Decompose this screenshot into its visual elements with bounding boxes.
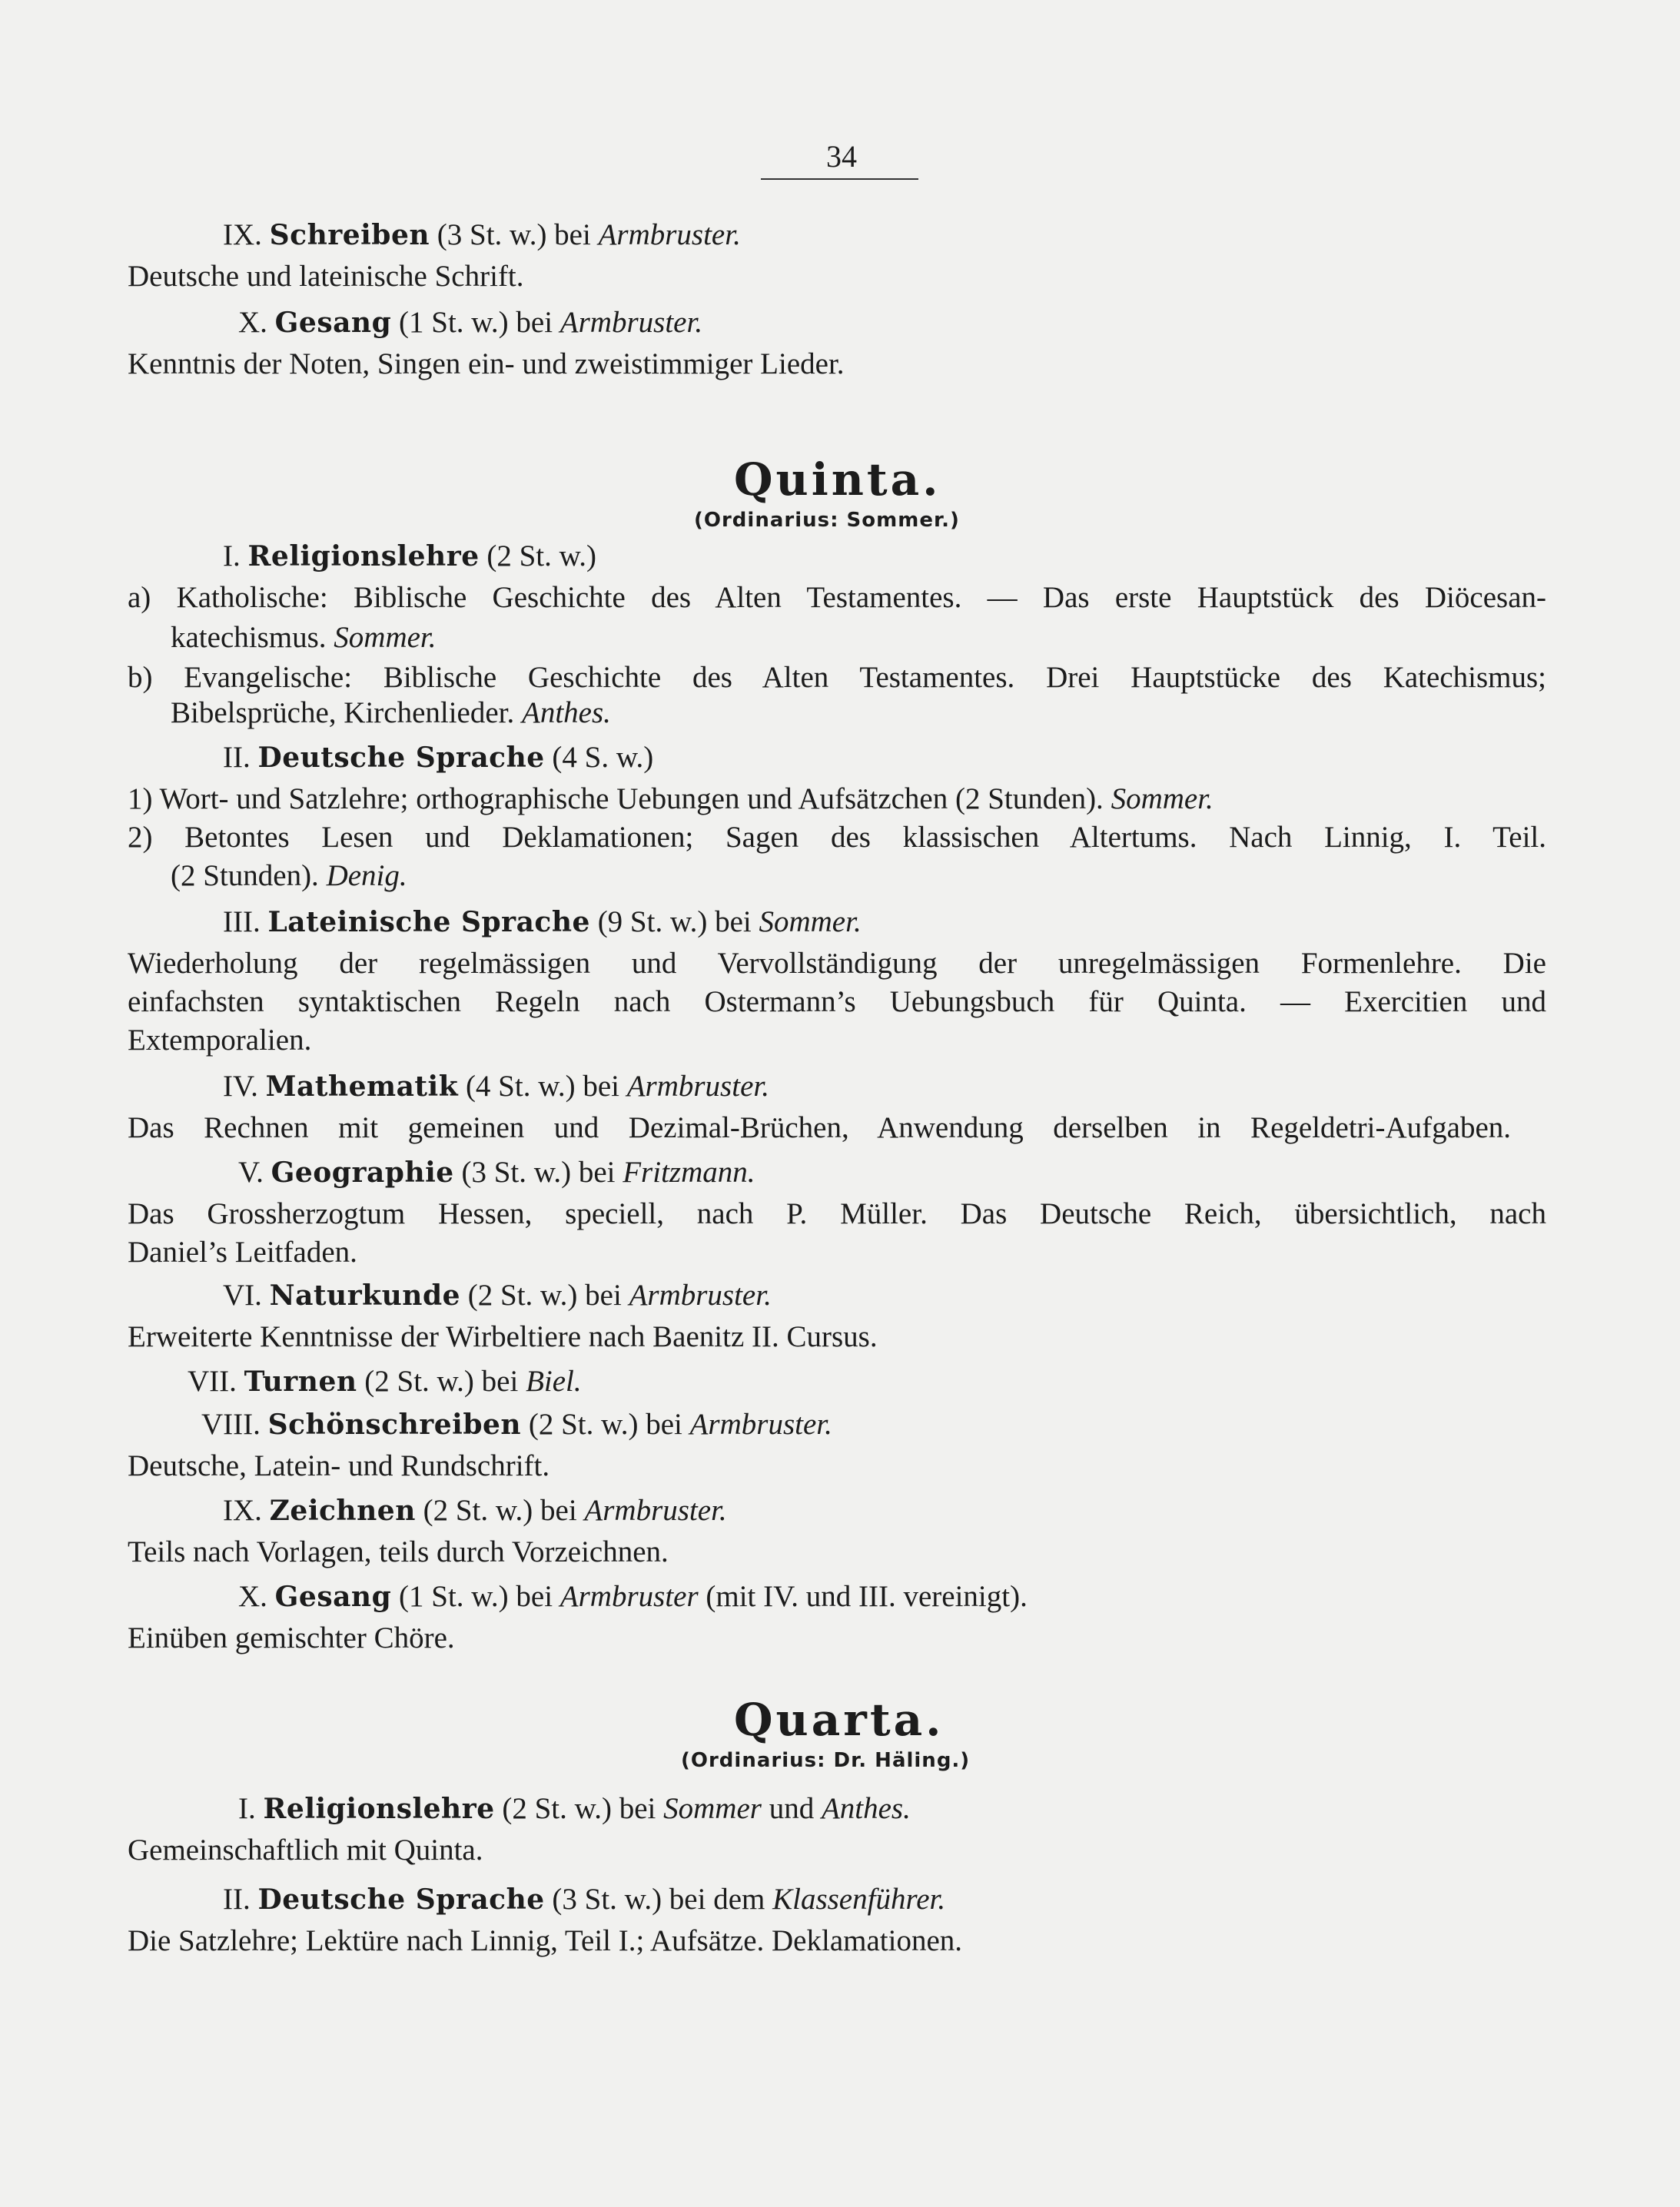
- section-subtitle-quinta: (Ordinarius: Sommer.): [694, 509, 960, 532]
- subject-heading: V. Geographie (3 St. w.) bei Fritzmann.: [238, 1156, 755, 1189]
- header-rule: [761, 178, 918, 180]
- subject-heading: VII. Turnen (2 St. w.) bei Biel.: [188, 1365, 582, 1398]
- text-line: Extemporalien.: [128, 1024, 312, 1057]
- text-line: Bibelsprüche, Kirchenlieder. Anthes.: [171, 696, 611, 729]
- text-line: Deutsche, Latein- und Rundschrift.: [128, 1449, 550, 1482]
- section-title-quarta: Quarta.: [734, 1694, 945, 1746]
- subject-heading: I. Religionslehre (2 St. w.) bei Sommer und Anthes.: [238, 1792, 911, 1825]
- text-line: 2) Betontes Lesen und Deklamationen; Sagen des klassischen Altertums. Nach Linnig, I. Teil.: [128, 821, 1546, 854]
- text-line: Einüben gemischter Chöre.: [128, 1621, 455, 1654]
- subject-heading: VI. Naturkunde (2 St. w.) bei Armbruster.: [223, 1279, 772, 1312]
- text-line: Teils nach Vorlagen, teils durch Vorzeichnen.: [128, 1535, 669, 1568]
- text-line: Das Rechnen mit gemeinen und Dezimal-Brüchen, Anwendung derselben in Regeldetri-Aufgaben.: [128, 1111, 1511, 1144]
- text-line: Die Satzlehre; Lektüre nach Linnig, Teil I.; Aufsätze. Deklamationen.: [128, 1924, 963, 1957]
- subject-heading: I. Religionslehre (2 St. w.): [223, 539, 596, 572]
- subject-heading: IX. Zeichnen (2 St. w.) bei Armbruster.: [223, 1494, 727, 1527]
- subject-heading: IX. Schreiben (3 St. w.) bei Armbruster.: [223, 218, 741, 251]
- text-line: b) Evangelische: Biblische Geschichte des Alten Testamentes. Drei Hauptstücke des Katechismus;: [128, 661, 1546, 694]
- page-number: 34: [826, 139, 857, 174]
- subject-heading: X. Gesang (1 St. w.) bei Armbruster (mit IV. und III. vereinigt).: [238, 1580, 1028, 1613]
- text-line: (2 Stunden). Denig.: [171, 859, 407, 892]
- text-line: Wiederholung der regelmässigen und Vervollständigung der unregelmässigen Formenlehre. Die: [128, 947, 1546, 980]
- text-line: Das Grossherzogtum Hessen, speciell, nach P. Müller. Das Deutsche Reich, übersichtlich, nach: [128, 1197, 1546, 1230]
- text-line: Erweiterte Kenntnisse der Wirbeltiere nach Baenitz II. Cursus.: [128, 1320, 878, 1353]
- section-title-quinta: Quinta.: [734, 453, 941, 506]
- text-line: 1) Wort- und Satzlehre; orthographische Uebungen und Aufsätzchen (2 Stunden). Sommer.: [128, 782, 1214, 815]
- text-line: a) Katholische: Biblische Geschichte des Alten Testamentes. — Das erste Hauptstück des Diöcesan-: [128, 581, 1546, 614]
- text-line: katechismus. Sommer.: [171, 621, 437, 654]
- subject-heading: II. Deutsche Sprache (3 St. w.) bei dem Klassenführer.: [223, 1883, 946, 1916]
- subject-heading: IV. Mathematik (4 St. w.) bei Armbruster.: [223, 1070, 769, 1103]
- text-line: Gemeinschaftlich mit Quinta.: [128, 1834, 483, 1867]
- subject-body: Deutsche und lateinische Schrift.: [128, 260, 524, 293]
- subject-heading: VIII. Schönschreiben (2 St. w.) bei Armbruster.: [201, 1408, 832, 1441]
- text-line: Daniel’s Leitfaden.: [128, 1236, 357, 1269]
- subject-body: Kenntnis der Noten, Singen ein- und zweistimmiger Lieder.: [128, 347, 845, 380]
- subject-heading: II. Deutsche Sprache (4 S. w.): [223, 741, 654, 774]
- subject-heading: X. Gesang (1 St. w.) bei Armbruster.: [238, 306, 703, 339]
- text-line: einfachsten syntaktischen Regeln nach Ostermann’s Uebungsbuch für Quinta. — Exercitien und: [128, 985, 1546, 1018]
- section-subtitle-quarta: (Ordinarius: Dr. Häling.): [681, 1749, 971, 1772]
- subject-heading: III. Lateinische Sprache (9 St. w.) bei Sommer.: [223, 905, 862, 938]
